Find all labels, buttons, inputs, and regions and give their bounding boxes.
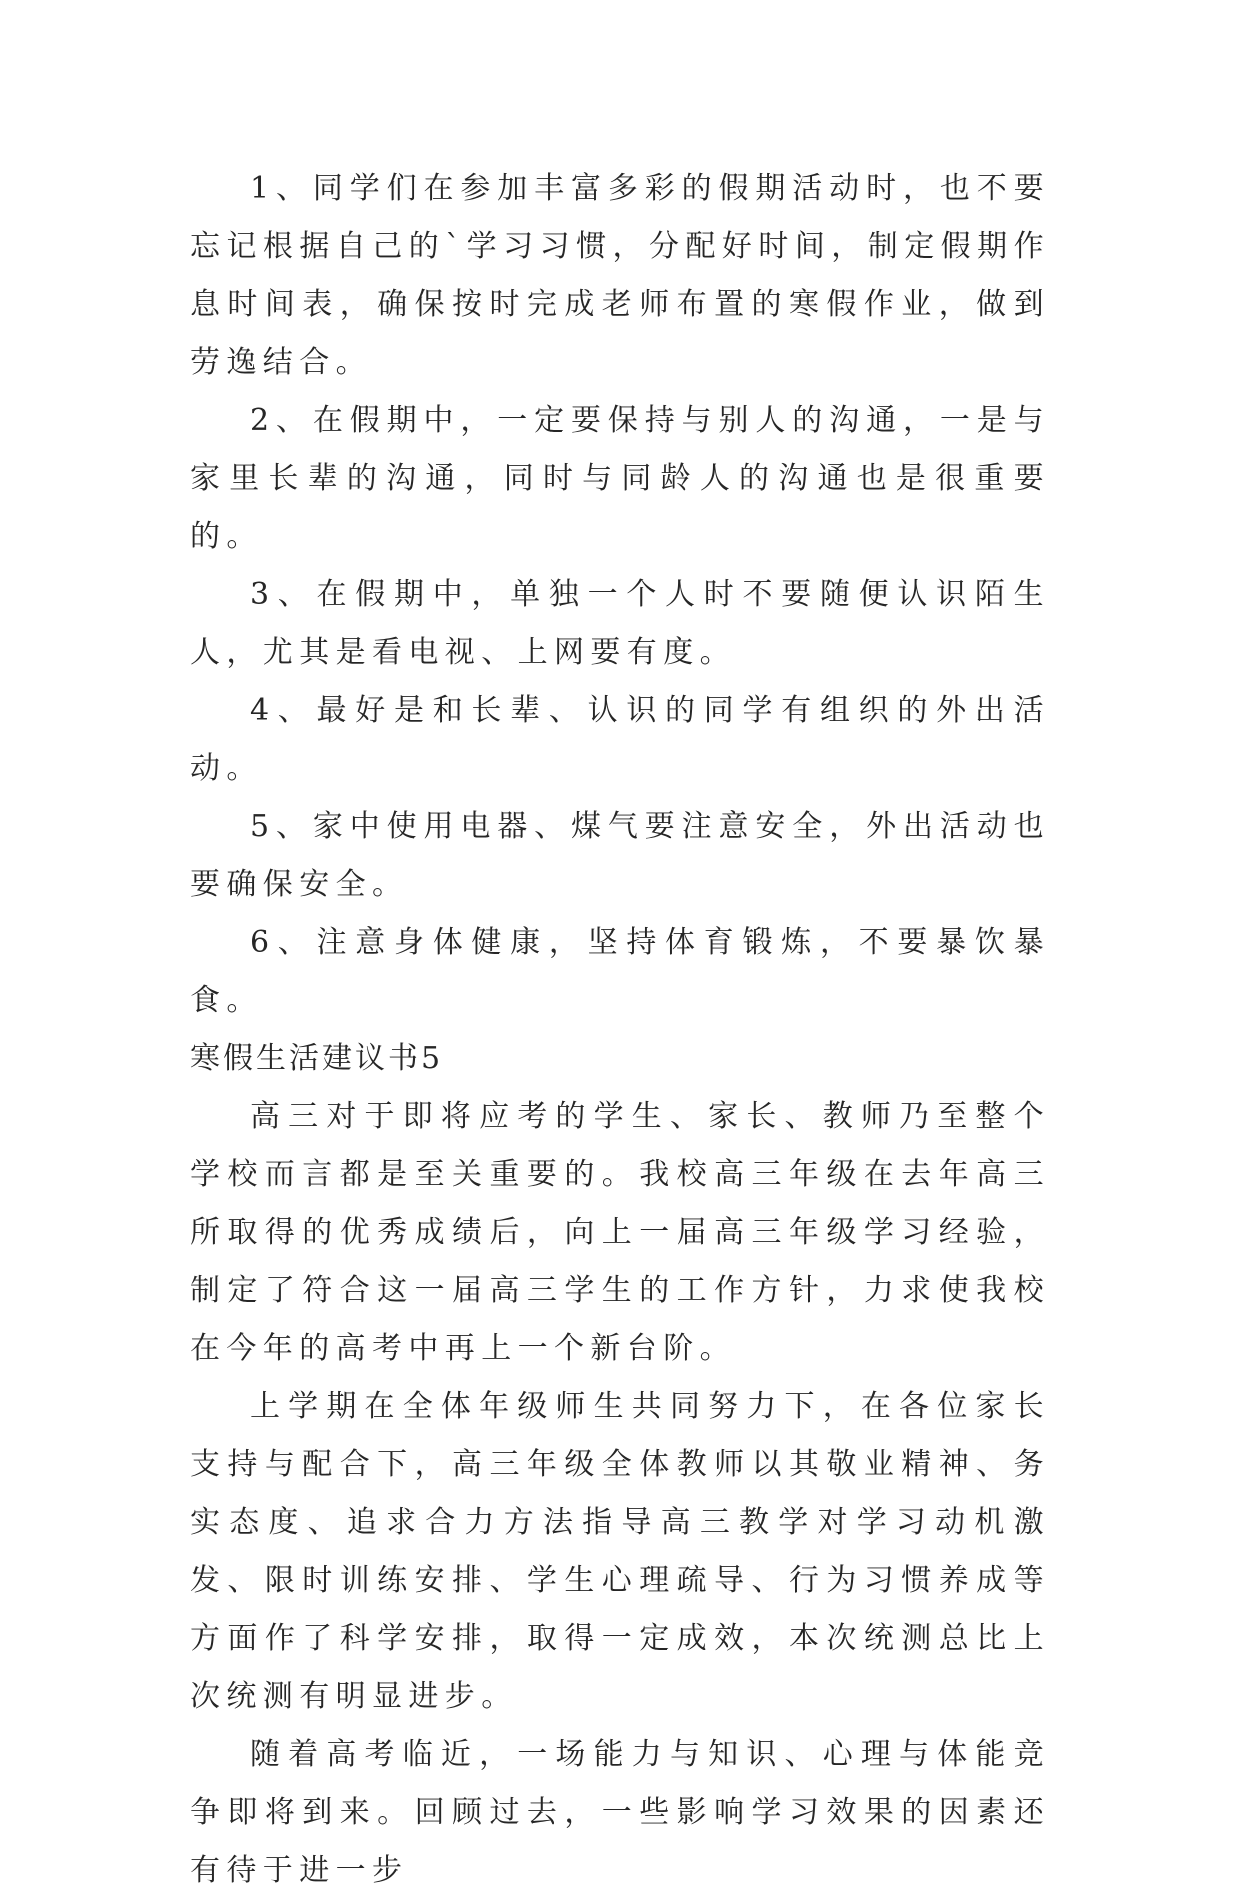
list-item-1: 1、同学们在参加丰富多彩的假期活动时，也不要忘记根据自己的`学习习惯，分配好时间，制定假期作息时间表，确保按时完成老师布置的寒假作业，做到劳逸结合。: [190, 171, 1050, 380]
body-paragraph-3: 随着高考临近，一场能力与知识、心理与体能竞争即将到来。回顾过去，一些影响学习效果的因素还有待于进一步: [190, 1737, 1050, 1888]
list-item-4: 4、最好是和长辈、认识的同学有组织的外出活动。: [190, 693, 1050, 786]
list-item-2: 2、在假期中，一定要保持与别人的沟通，一是与家里长辈的沟通，同时与同龄人的沟通也是很重要的。: [190, 403, 1050, 554]
section-title: 寒假生活建议书5: [190, 1041, 444, 1076]
list-item-3: 3、在假期中，单独一个人时不要随便认识陌生人，尤其是看电视、上网要有度。: [190, 577, 1050, 670]
body-paragraph-1: 高三对于即将应考的学生、家长、教师乃至整个学校而言都是至关重要的。我校高三年级在去年高三所取得的优秀成绩后，向上一届高三年级学习经验，制定了符合这一届高三学生的工作方针，力求使我校在今年的高考中再上一个新台阶。: [190, 1099, 1050, 1366]
document-body: [190, 160, 1050, 1900]
list-item-6: 6、注意身体健康，坚持体育锻炼，不要暴饮暴食。: [190, 925, 1050, 1018]
list-item-5: 5、家中使用电器、煤气要注意安全，外出活动也要确保安全。: [190, 809, 1050, 902]
body-paragraph-2: 上学期在全体年级师生共同努力下，在各位家长支持与配合下，高三年级全体教师以其敬业精神、务实态度、追求合力方法指导高三教学对学习动机激发、限时训练安排、学生心理疏导、行为习惯养成等方面作了科学安排，取得一定成效，本次统测总比上次统测有明显进步。: [190, 1389, 1050, 1714]
